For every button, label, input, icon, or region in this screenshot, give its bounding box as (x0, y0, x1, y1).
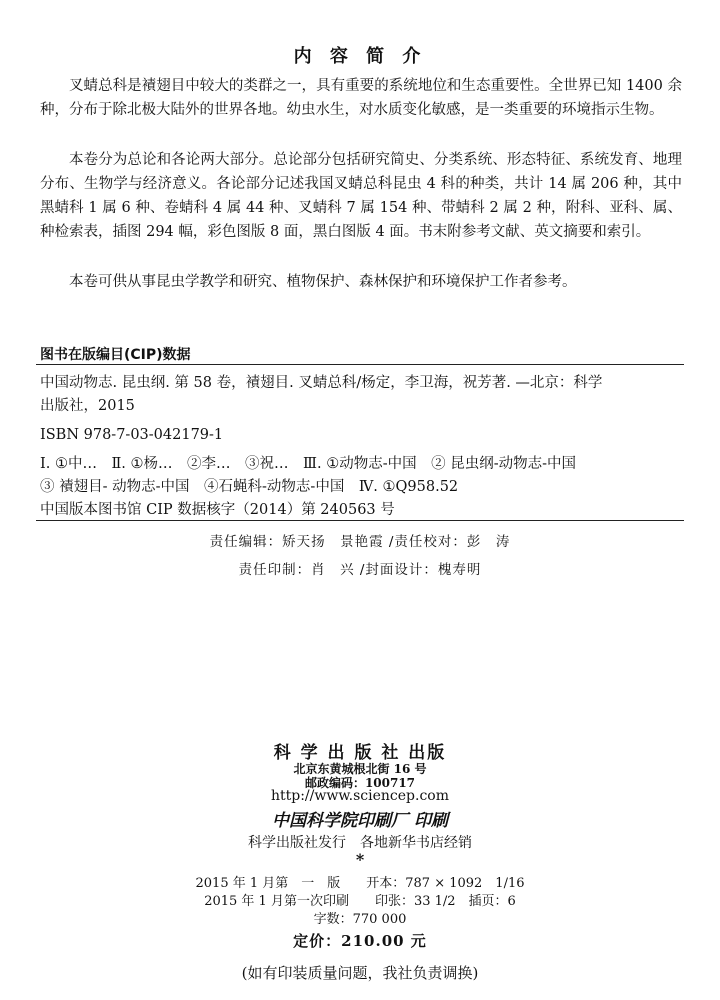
cip-top-rule (36, 364, 684, 365)
publisher-address: 北京东黄城根北街 16 号 (293, 762, 427, 776)
printer-name: 中国科学院印刷厂 印刷 (272, 811, 448, 831)
cip-isbn: ISBN 978-7-03-042179-1 (40, 427, 224, 443)
intro-paragraph-1 (40, 74, 682, 122)
cip-record: 中国版本图书馆 CIP 数据核字（2014）第 240563 号 (40, 502, 395, 518)
distribution-info: 科学出版社发行 各地新华书店经销 (248, 835, 472, 851)
page-title: 内 容 简 介 (293, 46, 427, 67)
editor-credits: 责任编辑：矫天扬 景艳霞 /责任校对：彭 涛 (209, 534, 511, 550)
publisher-url: http://www.sciencep.com (270, 788, 449, 804)
intro-text-2: 本卷分为总论和各论两大部分。总论部分包括研究简史、分类系统、形态特征、系统发育、地理分布、生物学与经济意义。各论部分记述我国叉蜻总科昆虫 4 科的种类，共计 14 属 206 种，其中黑蜻科 1 属 6 种、卷蜻科 4 属 44 种、叉蜻科 7 属 154 种、带蜻科 2 属 2 种，附科、亚科、属、种检索表，插图 294 幅，彩色图版 8 面，黑白图版 4 面。书末附参考文献、英文摘要和索引。 (40, 152, 682, 240)
intro-text-3: 本卷可供从事昆虫学教学和研究、植物保护、森林保护和环境保护工作者参考。 (69, 274, 577, 290)
cip-bottom-rule (36, 520, 684, 521)
intro-paragraph-2 (40, 148, 682, 244)
word-count: 字数：770 000 (313, 912, 407, 927)
intro-text-1: 叉蜻总科是襀翅目中较大的类群之一，具有重要的系统地位和生态重要性。全世界已知 1400 余种，分布于除北极大陆外的世界各地。幼虫水生，对水质变化敏感，是一类重要的环境指示生物。 (40, 78, 682, 118)
cip-classification-1: Ⅰ. ①中… Ⅱ. ①杨… ②李… ③祝… Ⅲ. ①动物志-中国 ② 昆虫纲-动物志-中国 (40, 456, 577, 472)
publisher-postcode: 邮政编码：100717 (304, 776, 416, 790)
printing-info: 2015 年 1 月第一次印刷 印张：33 1/2 插页：6 (204, 894, 516, 909)
quality-notice: (如有印装质量问题，我社负责调换) (241, 964, 479, 982)
separator-star: * (355, 850, 365, 869)
price: 定价：210.00 元 (293, 932, 427, 950)
cip-block (40, 372, 682, 522)
edition-info: 2015 年 1 月第 一 版 开本：787 × 1092 1/16 (195, 876, 525, 891)
intro-paragraph-3 (40, 270, 682, 294)
cip-classification-2: ③ 襀翅目- 动物志-中国 ④石蝇科-动物志-中国 Ⅳ. ①Q958.52 (40, 479, 459, 495)
cip-line-1: 中国动物志. 昆虫纲. 第 58 卷，襀翅目. 叉蜻总科/杨定，李卫海，祝芳著. —北京：科学 (40, 375, 603, 391)
cip-line-2: 出版社，2015 (40, 398, 135, 414)
publisher-name: 科 学 出 版 社 出版 (273, 743, 447, 763)
production-credits: 责任印制：肖 兴 /封面设计：槐寿明 (238, 562, 482, 578)
cip-title: 图书在版编目(CIP)数据 (40, 347, 191, 363)
